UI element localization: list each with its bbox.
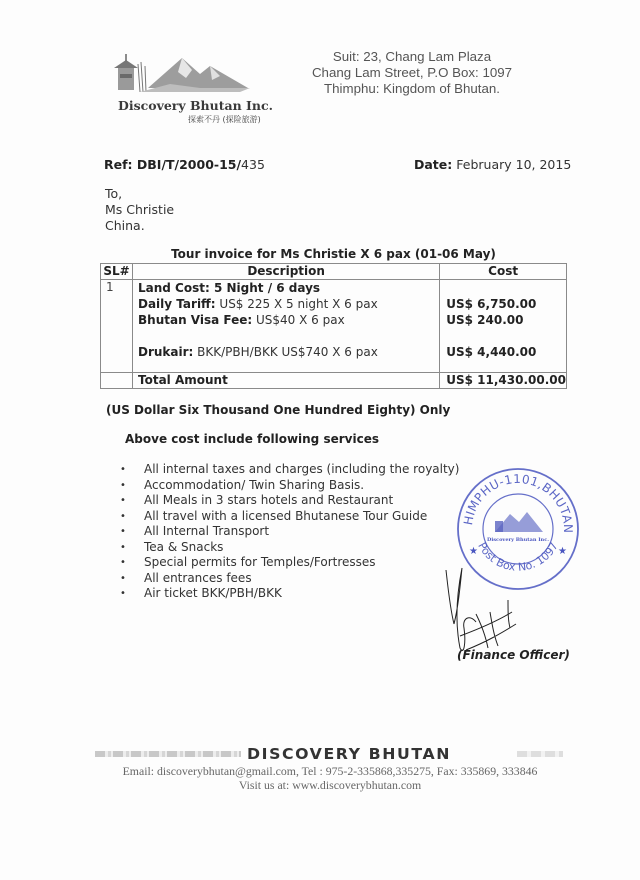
list-item <box>118 478 459 494</box>
bullet-icon: • <box>120 526 126 537</box>
address-line: Thimphu: Kingdom of Bhutan. <box>324 81 500 96</box>
row-heading: Land Cost: 5 Night / 6 days <box>138 281 321 295</box>
bullet-icon: • <box>120 510 126 522</box>
svg-text:★: ★ <box>469 546 478 557</box>
footer-contact-line: Email: discoverybhutan@gmail.com, Tel : 975-2-335868,335275, Fax: 335869, 333846 <box>122 764 538 778</box>
table-header-row <box>101 264 567 280</box>
bullet-icon: • <box>120 557 126 568</box>
total-value: US$ 11,430.00.00 <box>440 373 567 389</box>
company-address <box>300 49 524 97</box>
list-item <box>118 571 459 587</box>
date-label: Date: <box>414 157 453 172</box>
service-text: All Meals in 3 stars hotels and Restaurant <box>144 493 394 507</box>
services-title: Above cost include following services <box>125 432 379 446</box>
column-header-cost: Cost <box>440 264 567 280</box>
list-item <box>118 462 459 478</box>
reference-value: 435 <box>241 157 265 172</box>
address-line: Chang Lam Street, P.O Box: 1097 <box>311 65 513 80</box>
bullet-icon: • <box>120 479 126 491</box>
footer-website: Visit us at: www.discoverybhutan.com <box>238 778 422 792</box>
column-header-description: Description <box>133 264 440 280</box>
line-item-daily-tariff <box>138 296 439 312</box>
total-label: Total Amount <box>133 373 440 389</box>
signatory-title: (Finance Officer) <box>457 648 570 662</box>
line-item-drukair <box>138 344 439 360</box>
footer-stripe-right <box>517 751 563 757</box>
service-text: All internal taxes and charges (including the royalty) <box>144 462 460 476</box>
item-detail: US$40 X 6 pax <box>256 313 345 327</box>
date-value: February 10, 2015 <box>456 157 572 172</box>
footer-contact <box>95 764 565 792</box>
cost-visa-fee: US$ 240.00 <box>446 313 524 327</box>
company-name-chinese: 探索不丹 (探险旅游) <box>188 115 261 124</box>
list-item <box>118 493 459 509</box>
total-serial-empty <box>101 373 133 389</box>
bullet-icon: • <box>120 588 126 599</box>
recipient-line: China. <box>105 218 145 233</box>
column-header-sl: SL# <box>101 264 133 280</box>
table-row <box>101 280 567 373</box>
bullet-icon: • <box>120 495 126 506</box>
amount-in-words: (US Dollar Six Thousand One Hundred Eighty) Only <box>106 403 451 417</box>
service-text: Air ticket BKK/PBH/BKK <box>144 586 282 600</box>
stamp-top-text: HIMPHU-1101,BHUTAN <box>461 471 576 534</box>
footer-stripe-left <box>95 751 241 757</box>
service-text: Accommodation/ Twin Sharing Basis. <box>144 477 365 492</box>
line-item-visa-fee <box>138 312 439 328</box>
reference-number <box>104 157 265 172</box>
item-detail: BKK/PBH/BKK US$740 X 6 pax <box>197 345 378 359</box>
list-item <box>118 524 459 540</box>
service-text: Special permits for Temples/Fortresses <box>144 555 376 569</box>
cost-drukair: US$ 4,440.00 <box>446 345 537 359</box>
bullet-icon: • <box>120 464 126 475</box>
service-text: All travel with a licensed Bhutanese Tour Guide <box>144 508 428 523</box>
stamp-inner-text: Discovery Bhutan Inc. <box>487 537 549 543</box>
bullet-icon: • <box>120 541 126 553</box>
row-serial: 1 <box>101 280 133 373</box>
invoice-date <box>414 157 571 172</box>
address-line: Suit: 23, Chang Lam Plaza <box>332 49 492 64</box>
reference-label: Ref: DBI/T/2000-15/ <box>104 157 242 172</box>
services-list <box>118 462 459 602</box>
recipient-line: To, <box>105 186 123 201</box>
total-row <box>101 373 567 389</box>
service-text: All entrances fees <box>144 570 252 585</box>
invoice-table <box>100 263 567 389</box>
company-name: Discovery Bhutan Inc. <box>118 98 273 113</box>
list-item <box>118 540 459 556</box>
row-costs <box>440 280 567 373</box>
list-item <box>118 586 459 602</box>
service-text: Tea & Snacks <box>144 539 224 554</box>
stamp-bottom-text: Post Box No. 1097 <box>475 540 561 574</box>
footer-brand: DISCOVERY BHUTAN <box>247 745 451 763</box>
company-logo <box>100 48 273 126</box>
bullet-icon: • <box>120 572 126 584</box>
svg-text:★: ★ <box>558 546 567 557</box>
footer-banner <box>95 747 563 763</box>
mountain-logo-icon <box>100 48 270 100</box>
item-label: Daily Tariff: <box>138 297 216 311</box>
row-description <box>133 280 440 373</box>
recipient-line: Ms Christie <box>105 202 175 217</box>
list-item <box>118 555 459 571</box>
item-detail: US$ 225 X 5 night X 6 pax <box>219 297 378 311</box>
invoice-title: Tour invoice for Ms Christie X 6 pax (01-06 May) <box>171 247 496 261</box>
item-label: Drukair: <box>138 345 194 359</box>
recipient-block <box>105 186 174 234</box>
item-label: Bhutan Visa Fee: <box>138 313 253 327</box>
service-text: All Internal Transport <box>144 524 270 538</box>
cost-daily-tariff: US$ 6,750.00 <box>446 297 537 311</box>
list-item <box>118 509 459 525</box>
